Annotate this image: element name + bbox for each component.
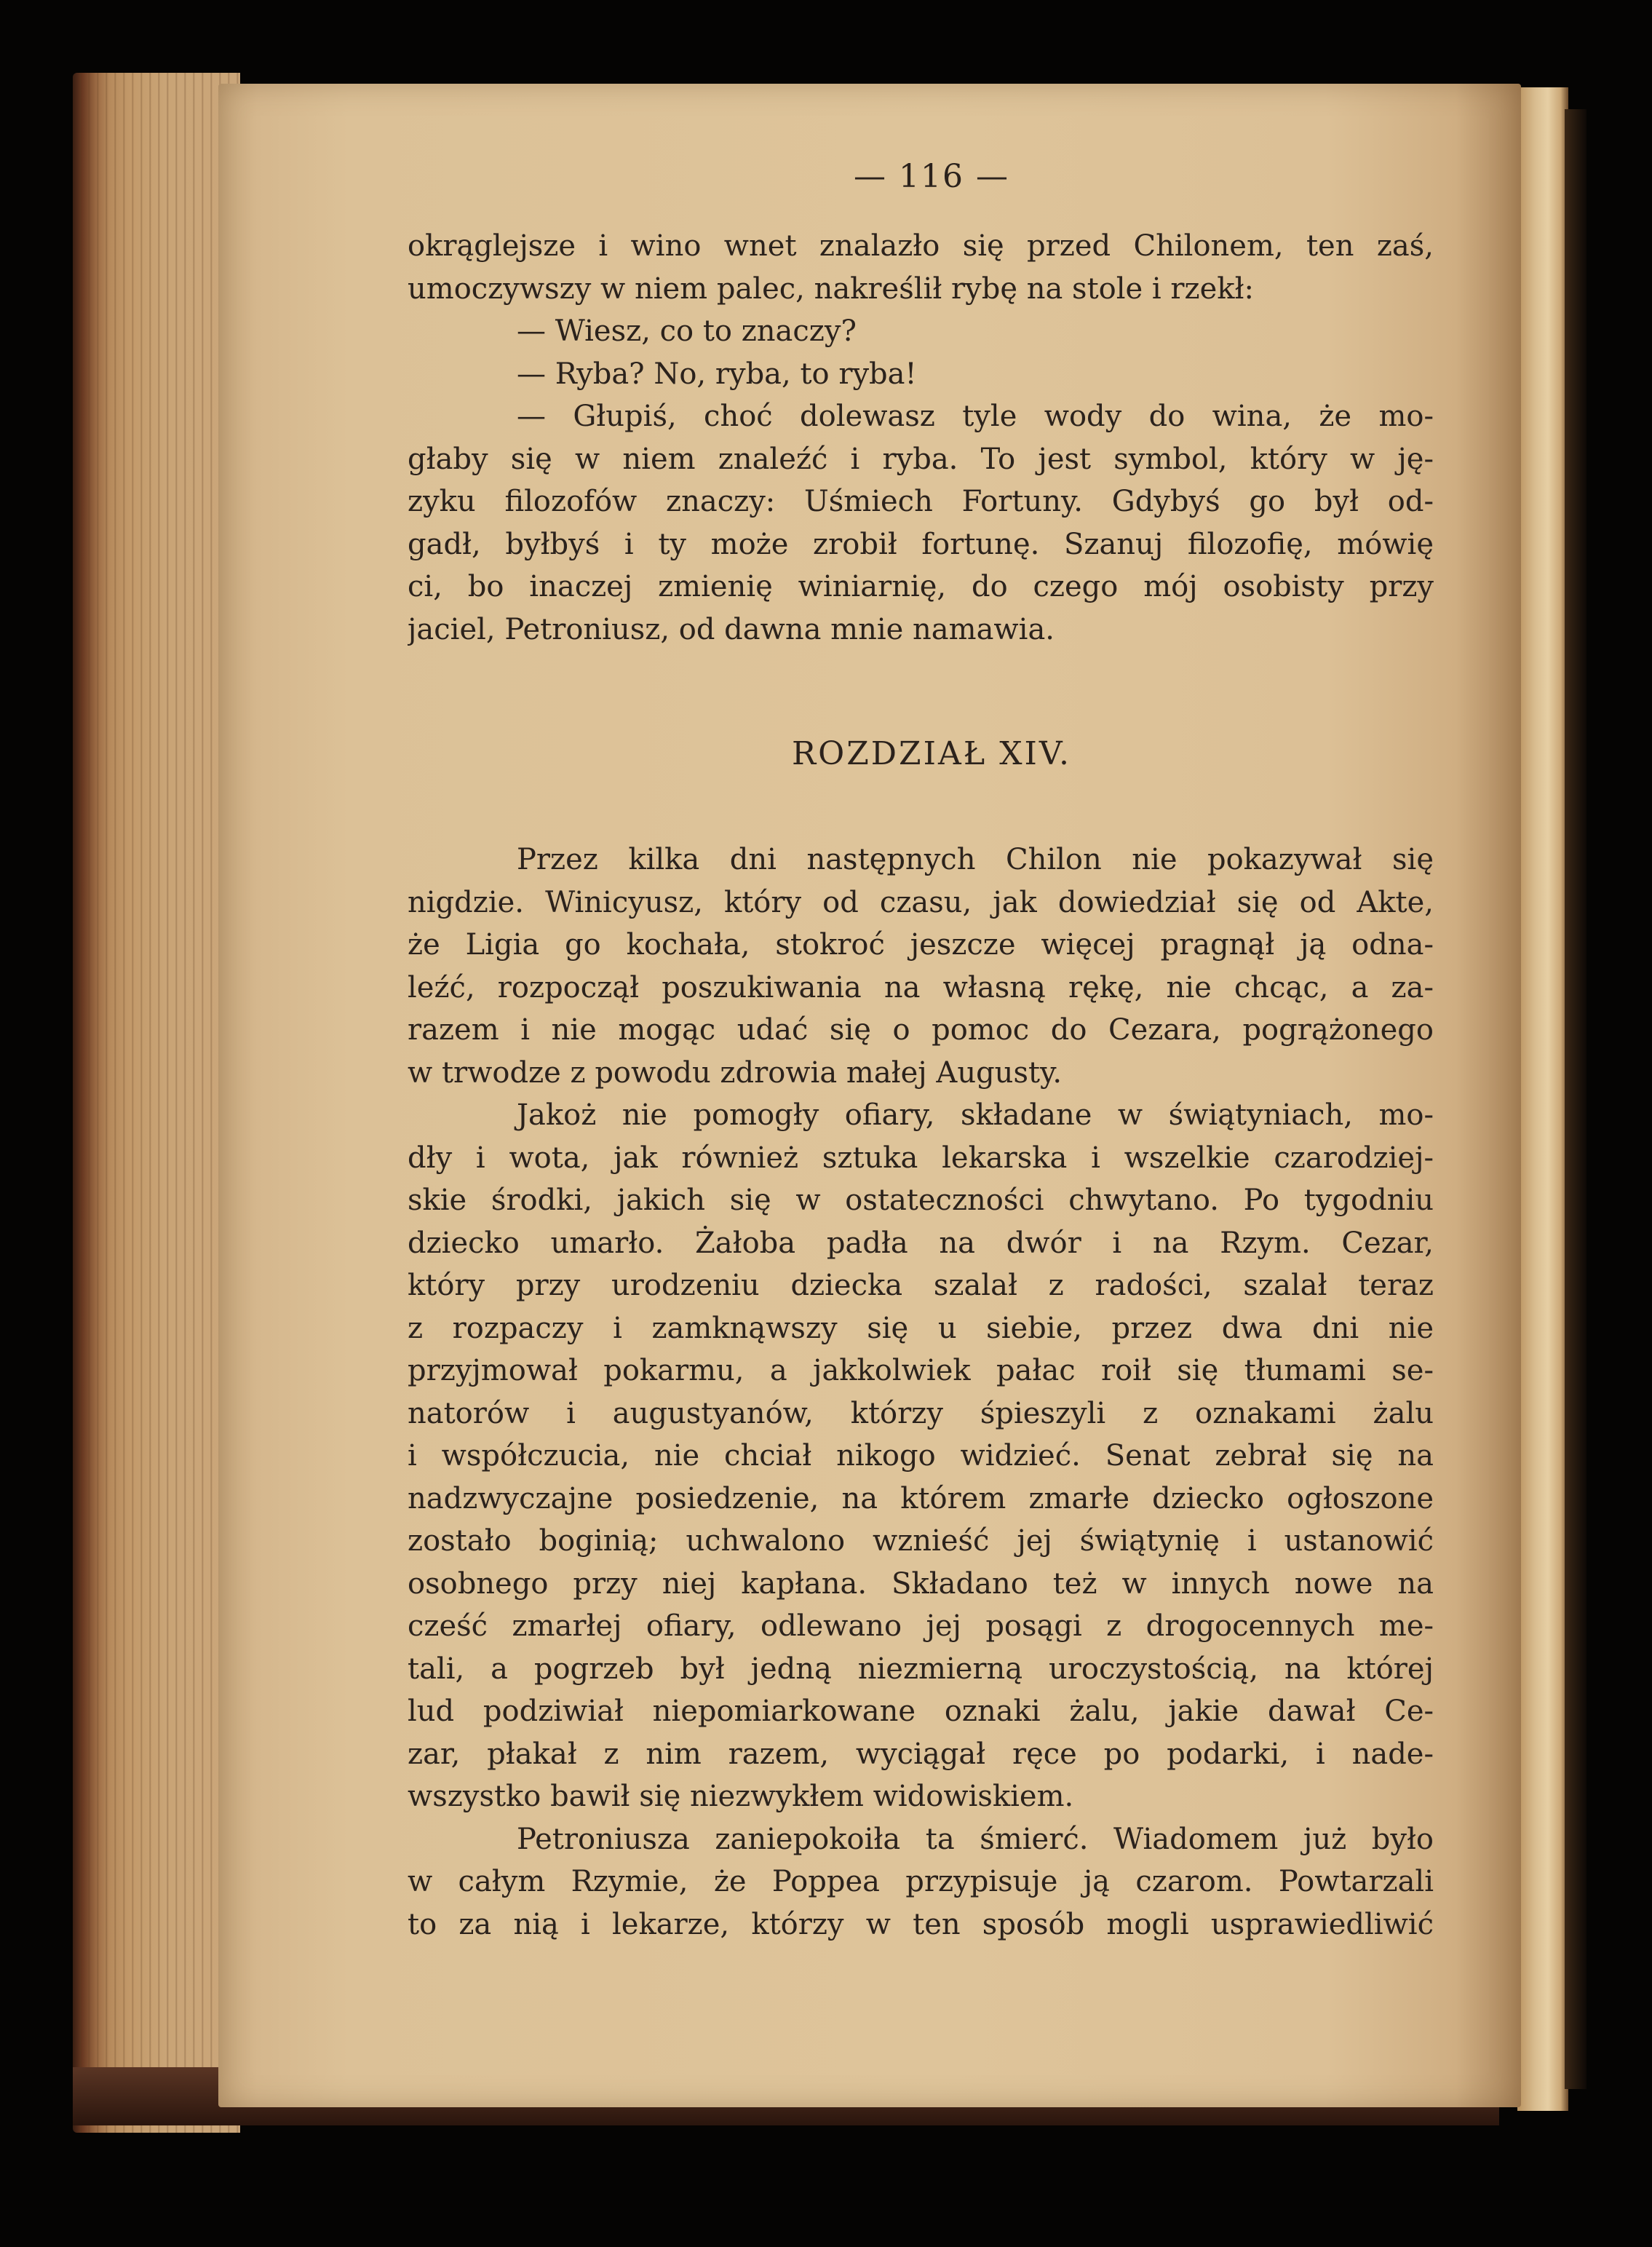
text-line: w trwodze z powodu zdrowia małej Augusty. [408, 1055, 1063, 1090]
book-gutter-edge [1517, 87, 1568, 2111]
text-line: wszystko bawił się niezwykłem widowiskiem. [408, 1780, 1074, 1813]
book-gutter-shadow [1565, 109, 1587, 2089]
text-line: z rozpaczy i zamknąwszy się u siebie, przez dwa dni nie [408, 1311, 1434, 1345]
text-line: leźć, rozpoczął poszukiwania na własną rękę, nie chcąc, a za- [408, 970, 1434, 1004]
text-line: Jakoż nie pomogły ofiary, składane w świątyniach, mo- [517, 1098, 1434, 1132]
text-line: zar, płakał z nim razem, wyciągał ręce po podarki, i nade- [408, 1737, 1434, 1771]
text-line: lud podziwiał niepomiarkowane oznaki żalu, jakie dawał Ce- [408, 1695, 1434, 1728]
text-line: okrąglejsze i wino wnet znalazło się przed Chilonem, ten zaś, [408, 229, 1434, 263]
text-line: głaby się w niem znaleźć i ryba. To jest symbol, który w ję- [408, 442, 1434, 476]
text-section-1 [408, 225, 1434, 651]
book-page-edges [73, 73, 240, 2133]
text-line: dły i wota, jak również sztuka lekarska i wszelkie czarodziej- [408, 1141, 1434, 1175]
text-line: nadzwyczajne posiedzenie, na którem zmarłe dziecko ogłoszone [408, 1481, 1434, 1515]
text-line: razem i nie mogąc udać się o pomoc do Cezara, pogrążonego [408, 1013, 1434, 1047]
text-line: zyku filozofów znaczy: Uśmiech Fortuny. Gdybyś go był od- [408, 485, 1434, 518]
text-line: tali, a pogrzeb był jedną niezmierną uroczystością, na której [408, 1652, 1434, 1686]
text-line: Przez kilka dni następnych Chilon nie pokazywał się [517, 843, 1434, 876]
text-line: w całym Rzymie, że Poppea przypisuje ją czarom. Powtarzali [408, 1865, 1434, 1898]
text-line: cześć zmarłej ofiary, odlewano jej posągi z drogocennych me- [408, 1609, 1434, 1643]
chapter-heading: ROZDZIAŁ XIV. [792, 735, 1071, 772]
text-line: gadł, byłbyś i ty może zrobił fortunę. Szanuj filozofię, mówię [408, 527, 1434, 561]
text-line: jaciel, Petroniusz, od dawna mnie namawia. [408, 612, 1055, 646]
text-line: dziecko umarło. Żałoba padła na dwór i na Rzym. Cezar, [408, 1226, 1434, 1260]
text-line: nigdzie. Winicyusz, który od czasu, jak dowiedział się od Akte, [408, 885, 1434, 919]
page-number: — 116 — [854, 158, 1009, 195]
text-line: ci, bo inaczej zmienię winiarnię, do czego mój osobisty przy [408, 570, 1434, 603]
text-line: Petroniusza zaniepokoiła ta śmierć. Wiadomem już było [517, 1822, 1434, 1856]
text-line: że Ligia go kochała, stokroć jeszcze więcej pragnął ją odna- [408, 928, 1434, 962]
text-line: i współczucia, nie chciał nikogo widzieć. Senat zebrał się na [408, 1439, 1434, 1473]
text-line: — Wiesz, co to znaczy? [517, 314, 857, 348]
text-line: przyjmował pokarmu, a jakkolwiek pałac roił się tłumami se- [408, 1354, 1434, 1387]
text-line: — Ryba? No, ryba, to ryba! [517, 357, 917, 391]
text-line: natorów i augustyanów, którzy śpieszyli z oznakami żalu [408, 1396, 1434, 1430]
text-line: który przy urodzeniu dziecka szalał z radości, szalał teraz [408, 1269, 1434, 1302]
text-line: umoczywszy w niem palec, nakreślił rybę na stole i rzekł: [408, 272, 1254, 306]
text-line: to za nią i lekarze, którzy w ten sposób mogli usprawiedliwić [408, 1907, 1434, 1941]
page-text-block [408, 142, 1434, 1946]
text-line: osobnego przy niej kapłana. Składano też w innych nowe na [408, 1566, 1434, 1601]
text-section-2 [408, 839, 1434, 1946]
text-line: skie środki, jakich się w ostateczności chwytano. Po tygodniu [408, 1184, 1434, 1217]
text-line: zostało boginią; uchwalono wznieść jej świątynię i ustanowić [408, 1524, 1434, 1558]
text-line: — Głupiś, choć dolewasz tyle wody do wina, że mo- [517, 400, 1434, 433]
